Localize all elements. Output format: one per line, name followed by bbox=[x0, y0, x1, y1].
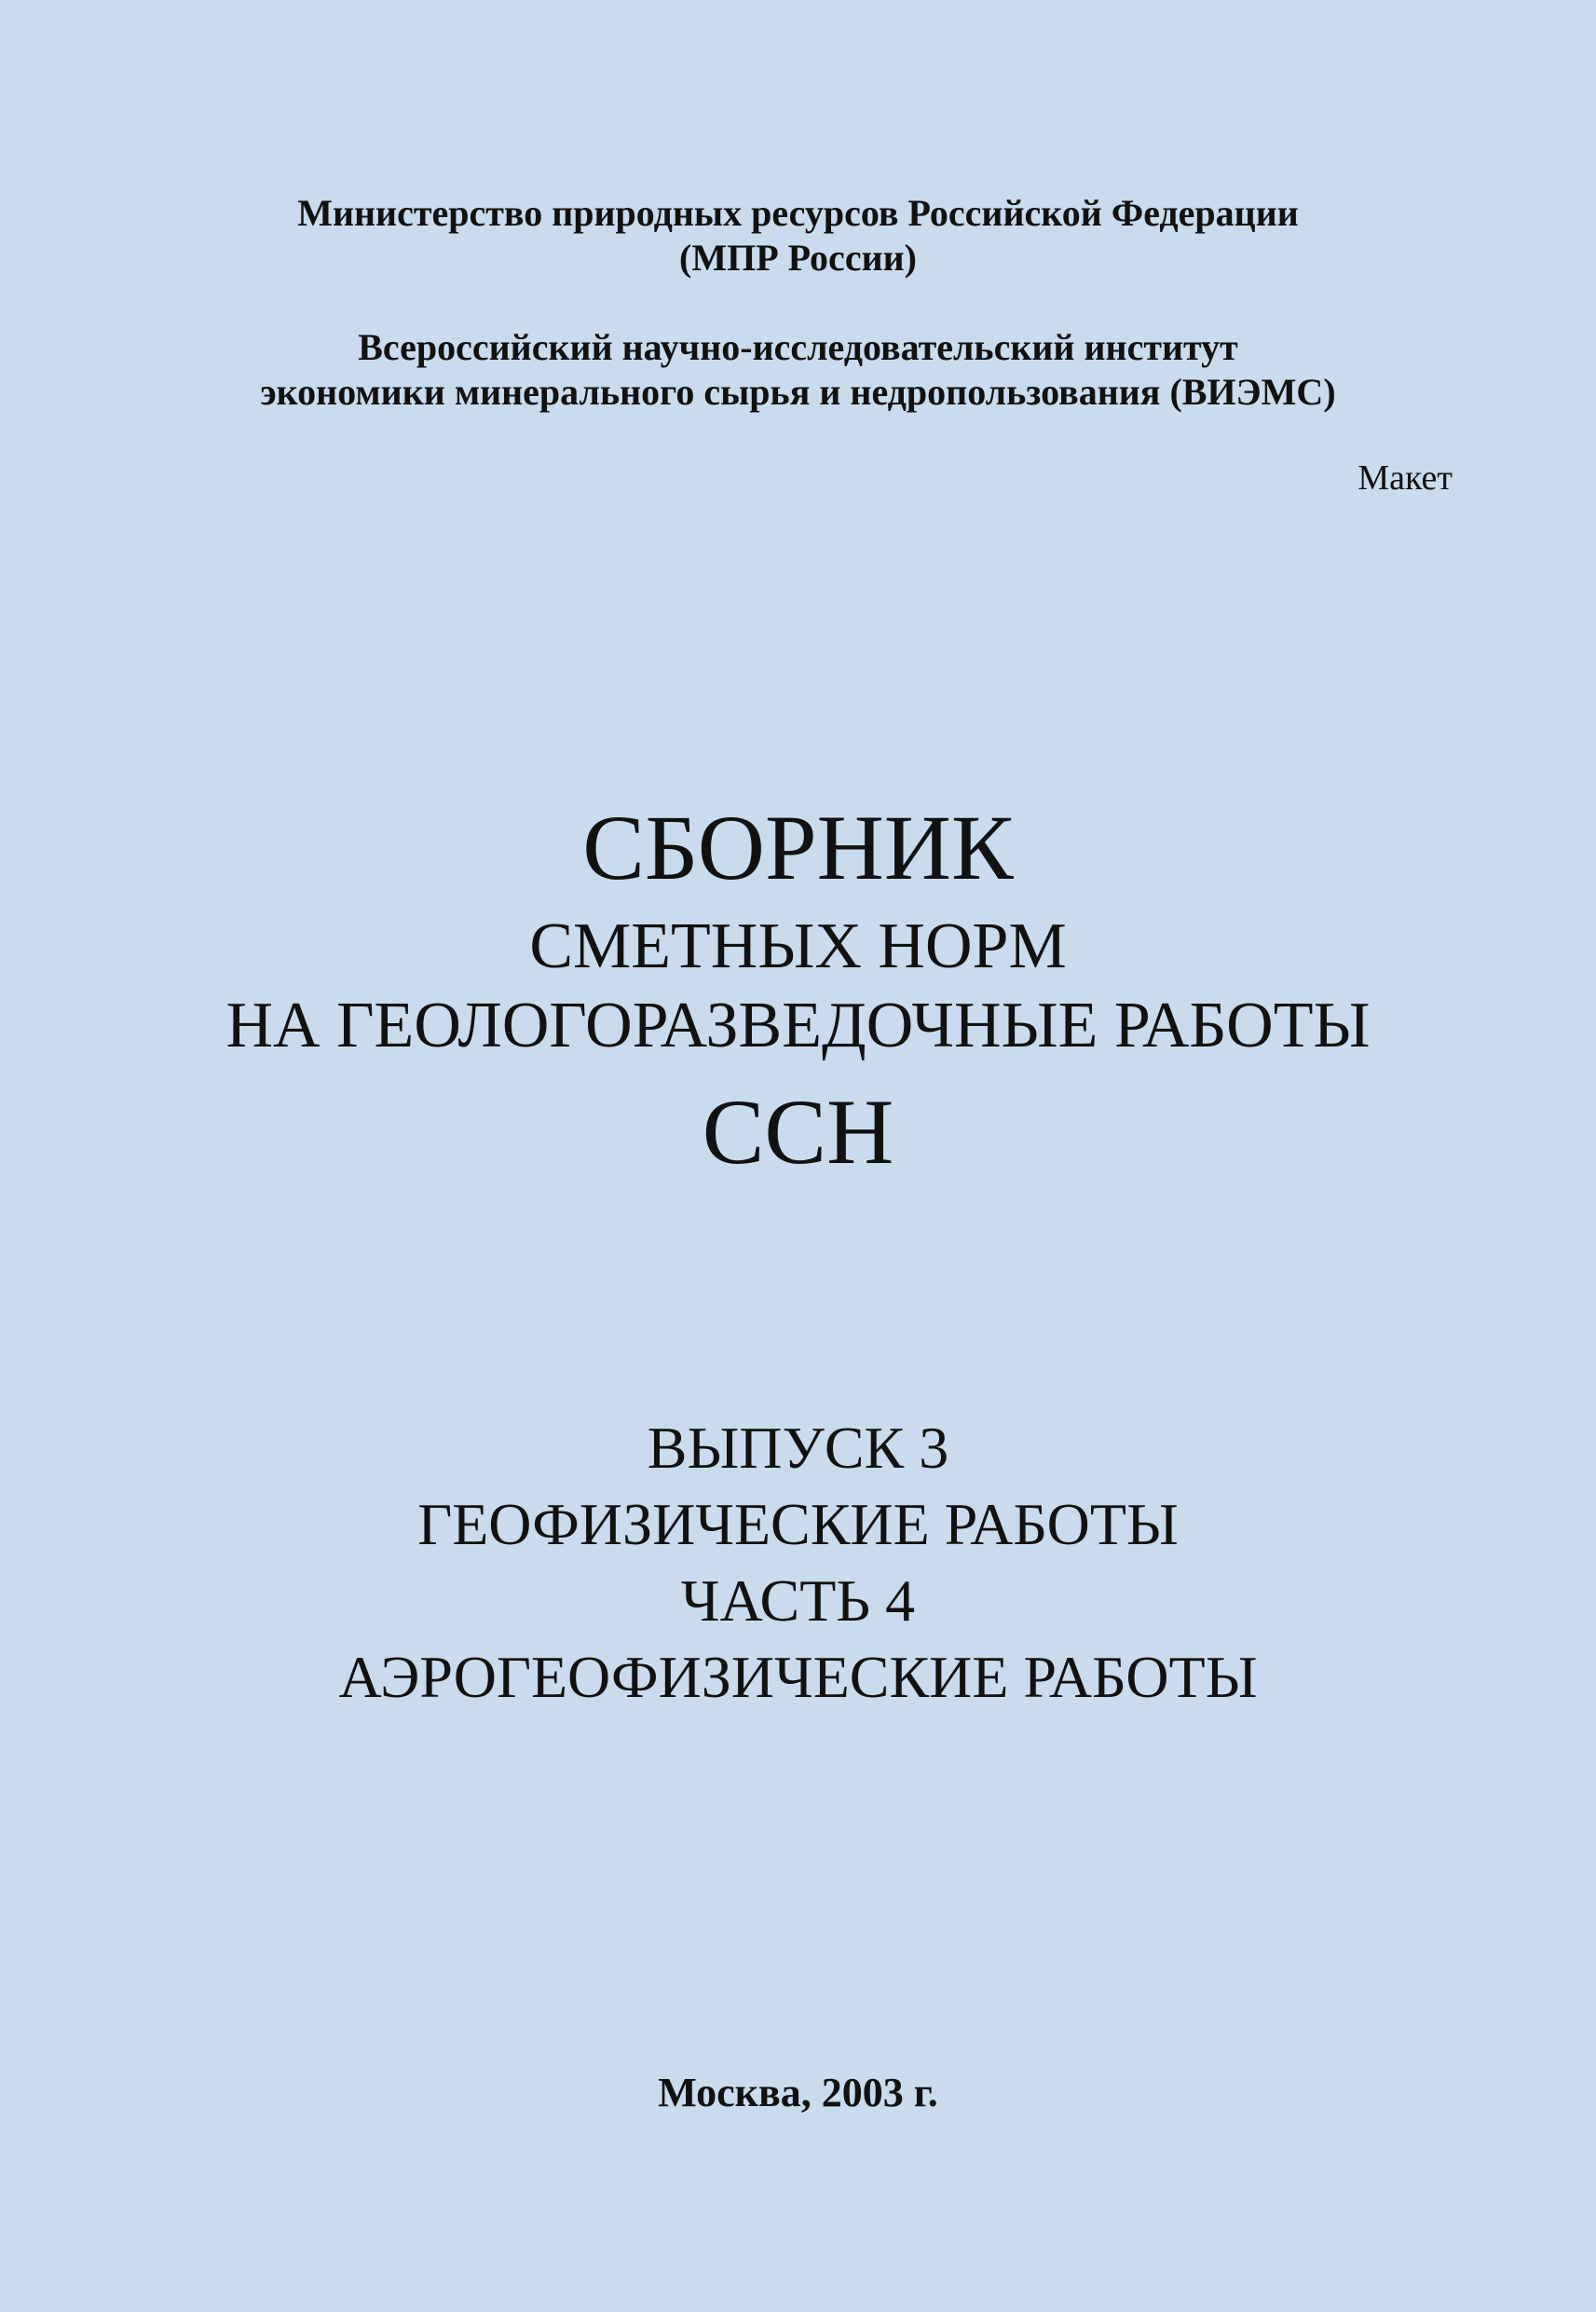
title-geological-works: НА ГЕОЛОГОРАЗВЕДОЧНЫЕ РАБОТЫ bbox=[225, 990, 1371, 1061]
title-abbreviation: ССН bbox=[702, 1080, 894, 1183]
issue-number: ВЫПУСК 3 bbox=[647, 1415, 949, 1481]
title-collection: СБОРНИК bbox=[582, 796, 1014, 899]
ministry-name: Министерство природных ресурсов Российской Федерации bbox=[297, 192, 1299, 234]
draft-label: Макет bbox=[1357, 458, 1453, 498]
ministry-abbreviation: (МПР России) bbox=[679, 237, 917, 279]
issue-aerogeophysical-works: АЭРОГЕОФИЗИЧЕСКИЕ РАБОТЫ bbox=[338, 1644, 1258, 1710]
institute-name: Всероссийский научно-исследовательский институт bbox=[358, 326, 1238, 368]
imprint-place-year: Москва, 2003 г. bbox=[658, 2070, 938, 2115]
issue-geophysical-works: ГЕОФИЗИЧЕСКИЕ РАБОТЫ bbox=[417, 1491, 1179, 1557]
institute-name-continued: экономики минерального сырья и недропользования (ВИЭМС) bbox=[260, 371, 1336, 413]
issue-part-number: ЧАСТЬ 4 bbox=[680, 1567, 916, 1634]
title-estimate-norms: СМЕТНЫХ НОРМ bbox=[529, 910, 1067, 982]
